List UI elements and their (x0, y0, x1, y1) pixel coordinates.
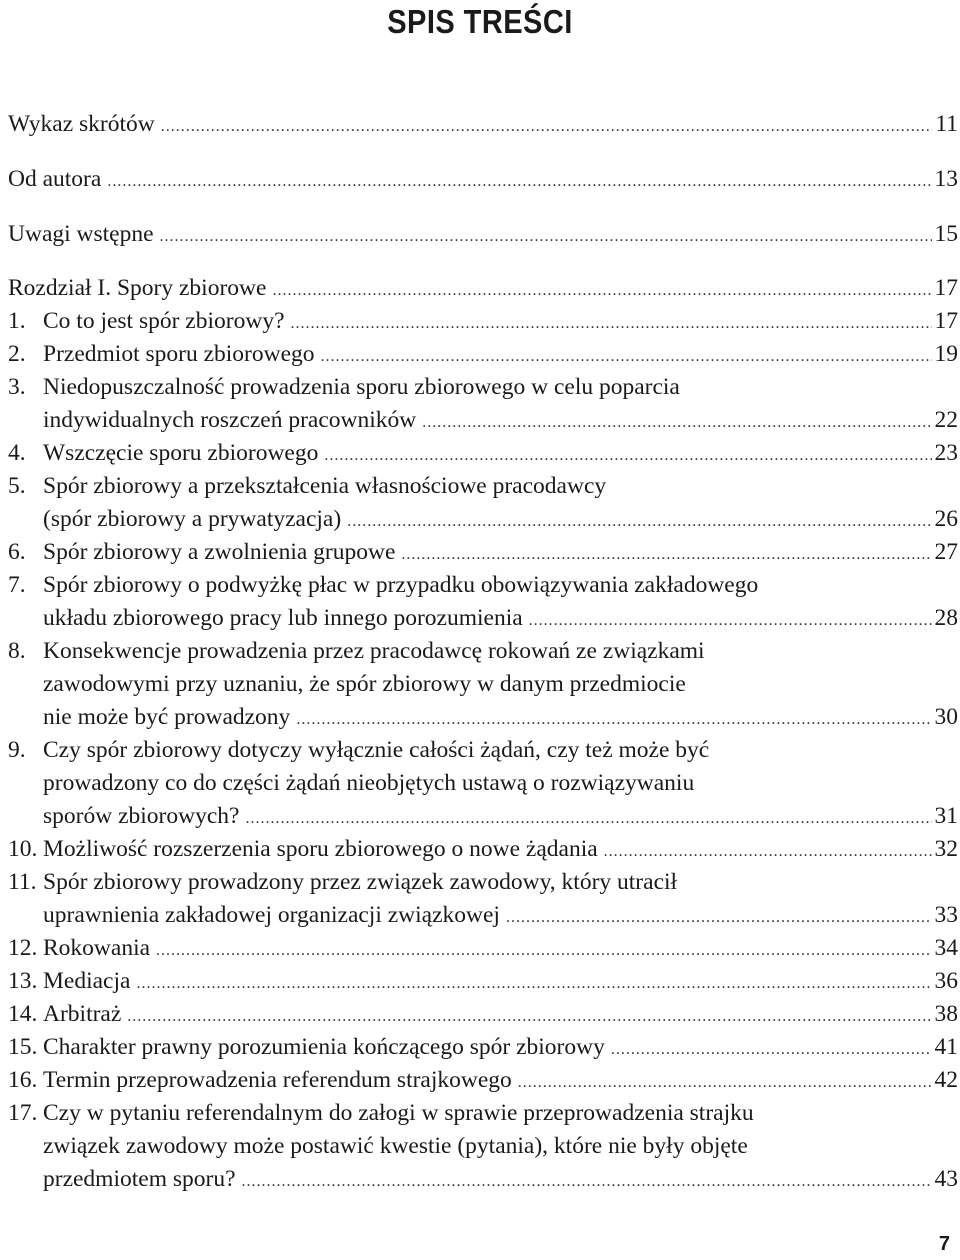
section-number: 9. (8, 737, 26, 763)
toc-entry (8, 437, 958, 470)
entry-page-number: 19 (934, 341, 958, 367)
entry-page-number: 38 (934, 1001, 958, 1027)
toc-entry (8, 833, 958, 866)
toc-entry (8, 965, 958, 998)
entry-title-line: Możliwość rozszerzenia sporu zbiorowego o nowe żądania (43, 836, 598, 862)
toc-entry (8, 163, 958, 196)
entry-page-number: 26 (934, 506, 958, 532)
entry-title-line: zawodowymi przy uznaniu, że spór zbiorowy w danym przedmiocie (43, 671, 686, 697)
dot-leader (272, 274, 931, 307)
toc-entry (8, 108, 958, 141)
entry-page-number: 13 (934, 166, 958, 192)
entry-page-number: 27 (934, 539, 958, 565)
toc-entry (8, 338, 958, 371)
entry-page-number: 22 (934, 407, 958, 433)
entry-title-line: nie może być prowadzony (43, 704, 291, 730)
entry-title-line: Wykaz skrótów (8, 111, 155, 137)
entry-title-line: Wszczęcie sporu zbiorowego (43, 440, 319, 466)
toc-entry (8, 569, 958, 635)
entry-title-line: Spór zbiorowy o podwyżkę płac w przypadku obowiązywania zakładowego (43, 572, 759, 598)
section-number: 11. (8, 869, 37, 895)
section-number: 15. (8, 1034, 38, 1060)
entry-title-line: Arbitraż (43, 1001, 122, 1027)
entry-title-line: sporów zbiorowych? (43, 803, 240, 829)
toc-entry (8, 371, 958, 437)
dot-leader (296, 703, 931, 736)
page-number: 7 (938, 1233, 950, 1255)
entry-page-number: 17 (934, 275, 958, 301)
toc-entry (8, 998, 958, 1031)
entry-page-number: 11 (935, 111, 958, 137)
dot-leader (127, 1000, 931, 1033)
section-number: 7. (8, 572, 26, 598)
entry-title-line: przedmiotem sporu? (43, 1166, 236, 1192)
entry-page-number: 23 (934, 440, 958, 466)
entry-title-line: Spór zbiorowy prowadzony przez związek zawodowy, który utracił (43, 869, 678, 895)
entry-page-number: 28 (934, 605, 958, 631)
section-number: 4. (8, 440, 26, 466)
section-number: 12. (8, 935, 38, 961)
entry-page-number: 30 (934, 704, 958, 730)
section-number: 1. (8, 308, 26, 334)
section-number: 13. (8, 968, 38, 994)
toc-entry (8, 1031, 958, 1064)
dot-leader (245, 802, 931, 835)
entry-title-line: uprawnienia zakładowej organizacji związkowej (43, 902, 500, 928)
entry-title-line: Niedopuszczalność prowadzenia sporu zbiorowego w celu poparcia (43, 374, 680, 400)
toc-entry (8, 635, 958, 734)
entry-title-line: indywidualnych roszczeń pracowników (43, 407, 417, 433)
dot-leader (401, 538, 931, 571)
page-title: SPIS TREŚCI (387, 3, 573, 40)
section-number: 17. (8, 1100, 38, 1126)
entry-title-line: Od autora (8, 166, 102, 192)
entry-title-line: Czy spór zbiorowy dotyczy wyłącznie całości żądań, czy też może być (43, 737, 710, 763)
toc-entry (8, 470, 958, 536)
entry-page-number: 32 (934, 836, 958, 862)
entry-page-number: 41 (934, 1034, 958, 1060)
section-number: 16. (8, 1067, 38, 1093)
dot-leader (321, 340, 932, 373)
dot-leader (611, 1033, 932, 1066)
section-number: 6. (8, 539, 26, 565)
entry-title-line: Rozdział I. Spory zbiorowe (8, 275, 267, 301)
section-number: 8. (8, 638, 26, 664)
entry-title-line: Konsekwencje prowadzenia przez pracodawcę rokowań ze związkami (43, 638, 705, 664)
dot-leader (156, 934, 931, 967)
toc-entry (8, 272, 958, 305)
dot-leader (107, 165, 931, 198)
section-number: 14. (8, 1001, 38, 1027)
dot-leader (160, 220, 932, 253)
entry-title-line: Termin przeprowadzenia referendum strajkowego (43, 1067, 512, 1093)
dot-leader (506, 901, 932, 934)
section-number: 10. (8, 836, 38, 862)
entry-page-number: 43 (934, 1166, 958, 1192)
section-number: 2. (8, 341, 26, 367)
entry-title-line: Spór zbiorowy a przekształcenia własnościowe pracodawcy (43, 473, 607, 499)
dot-leader (324, 439, 931, 472)
toc-entry (8, 218, 958, 251)
dot-leader (242, 1165, 932, 1198)
entry-title-line: (spór zbiorowy a prywatyzacja) (43, 506, 342, 532)
dot-leader (136, 967, 931, 1000)
section-number: 5. (8, 473, 26, 499)
entry-page-number: 31 (934, 803, 958, 829)
toc-entry (8, 932, 958, 965)
dot-leader (518, 1066, 932, 1099)
dot-leader (422, 406, 931, 439)
toc-entry (8, 866, 958, 932)
dot-leader (347, 505, 931, 538)
entry-title-line: prowadzony co do części żądań nieobjętych ustawą o rozwiązywaniu (43, 770, 695, 796)
dot-leader (161, 110, 933, 143)
entry-page-number: 15 (934, 221, 958, 247)
entry-title-line: Mediacja (43, 968, 131, 994)
toc-entry (8, 305, 958, 338)
entry-title-line: układu zbiorowego pracy lub innego porozumienia (43, 605, 523, 631)
entry-title-line: Czy w pytaniu referendalnym do załogi w sprawie przeprowadzenia strajku (43, 1100, 754, 1126)
toc-entry (8, 1064, 958, 1097)
toc-entry (8, 536, 958, 569)
entry-title-line: Spór zbiorowy a zwolnienia grupowe (43, 539, 396, 565)
toc-entry (8, 734, 958, 833)
entry-title-line: Przedmiot sporu zbiorowego (43, 341, 315, 367)
entry-title-line: Rokowania (43, 935, 151, 961)
entry-page-number: 42 (934, 1067, 958, 1093)
entry-title-line: Co to jest spór zbiorowy? (43, 308, 285, 334)
dot-leader (291, 307, 932, 340)
entry-page-number: 36 (934, 968, 958, 994)
section-number: 3. (8, 374, 26, 400)
toc-entry (8, 1097, 958, 1196)
entry-page-number: 17 (934, 308, 958, 334)
entry-page-number: 33 (934, 902, 958, 928)
entry-title-line: Uwagi wstępne (8, 221, 154, 247)
dot-leader (604, 835, 932, 868)
entry-title-line: Charakter prawny porozumienia kończącego spór zbiorowy (43, 1034, 605, 1060)
dot-leader (529, 604, 932, 637)
entry-title-line: związek zawodowy może postawić kwestie (pytania), które nie były objęte (43, 1133, 748, 1159)
entry-page-number: 34 (934, 935, 958, 961)
